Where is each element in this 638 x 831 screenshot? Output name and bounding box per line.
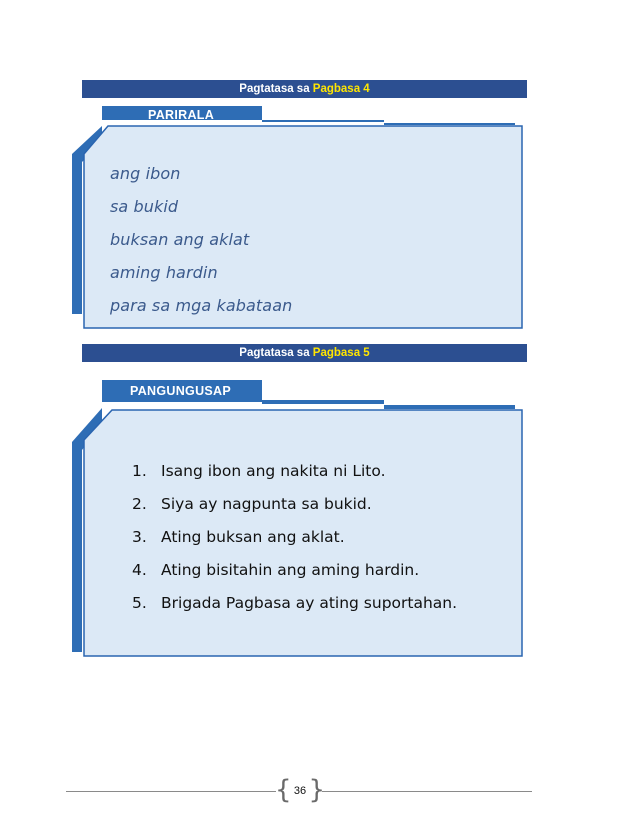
phrase-item: sa bukid [110,197,179,216]
tab-label: PANGUNGUSAP [130,384,231,398]
sentence-text: Isang ibon ang nakita ni Lito. [161,462,386,480]
section-banner [82,344,527,362]
left-brace-icon: { [275,775,292,805]
sentence-text: Brigada Pagbasa ay ating suportahan. [161,594,458,612]
phrase-item: para sa mga kabataan [110,296,293,315]
phrase-item: ang ibon [110,164,181,183]
sentence-text: Ating bisitahin ang aming hardin. [161,561,420,579]
section-banner [82,80,527,98]
phrase-item: aming hardin [110,263,218,282]
phrase-list [110,157,292,322]
sentence-item [132,521,457,554]
right-brace-icon: } [308,775,325,805]
tab-label: PARIRALA [148,108,215,122]
banner-highlight: Pagbasa 5 [312,347,370,359]
page-number [275,775,325,805]
banner-prefix: Pagtatasa sa [239,347,313,359]
footer-rule-right [322,791,532,792]
sentence-text: Ating buksan ang aklat. [161,528,345,546]
sentence-number: 3. [132,528,147,546]
sentence-text: Siya ay nagpunta sa bukid. [161,495,372,513]
sentence-number: 5. [132,594,147,612]
phrase-item: buksan ang aklat [110,230,250,249]
sentence-list [132,455,457,620]
sentence-card [72,380,527,660]
sentence-number: 2. [132,495,147,513]
phrase-card [72,106,527,331]
banner-highlight: Pagbasa 4 [312,83,370,95]
sentence-number: 4. [132,561,147,579]
banner-prefix: Pagtatasa sa [239,83,313,95]
footer-rule-left [66,791,276,792]
sentence-item [132,587,457,620]
page-number-text: 36 [293,785,307,797]
sentence-item [132,488,457,521]
sentence-item [132,455,457,488]
sentence-number: 1. [132,462,147,480]
sentence-item [132,554,457,587]
